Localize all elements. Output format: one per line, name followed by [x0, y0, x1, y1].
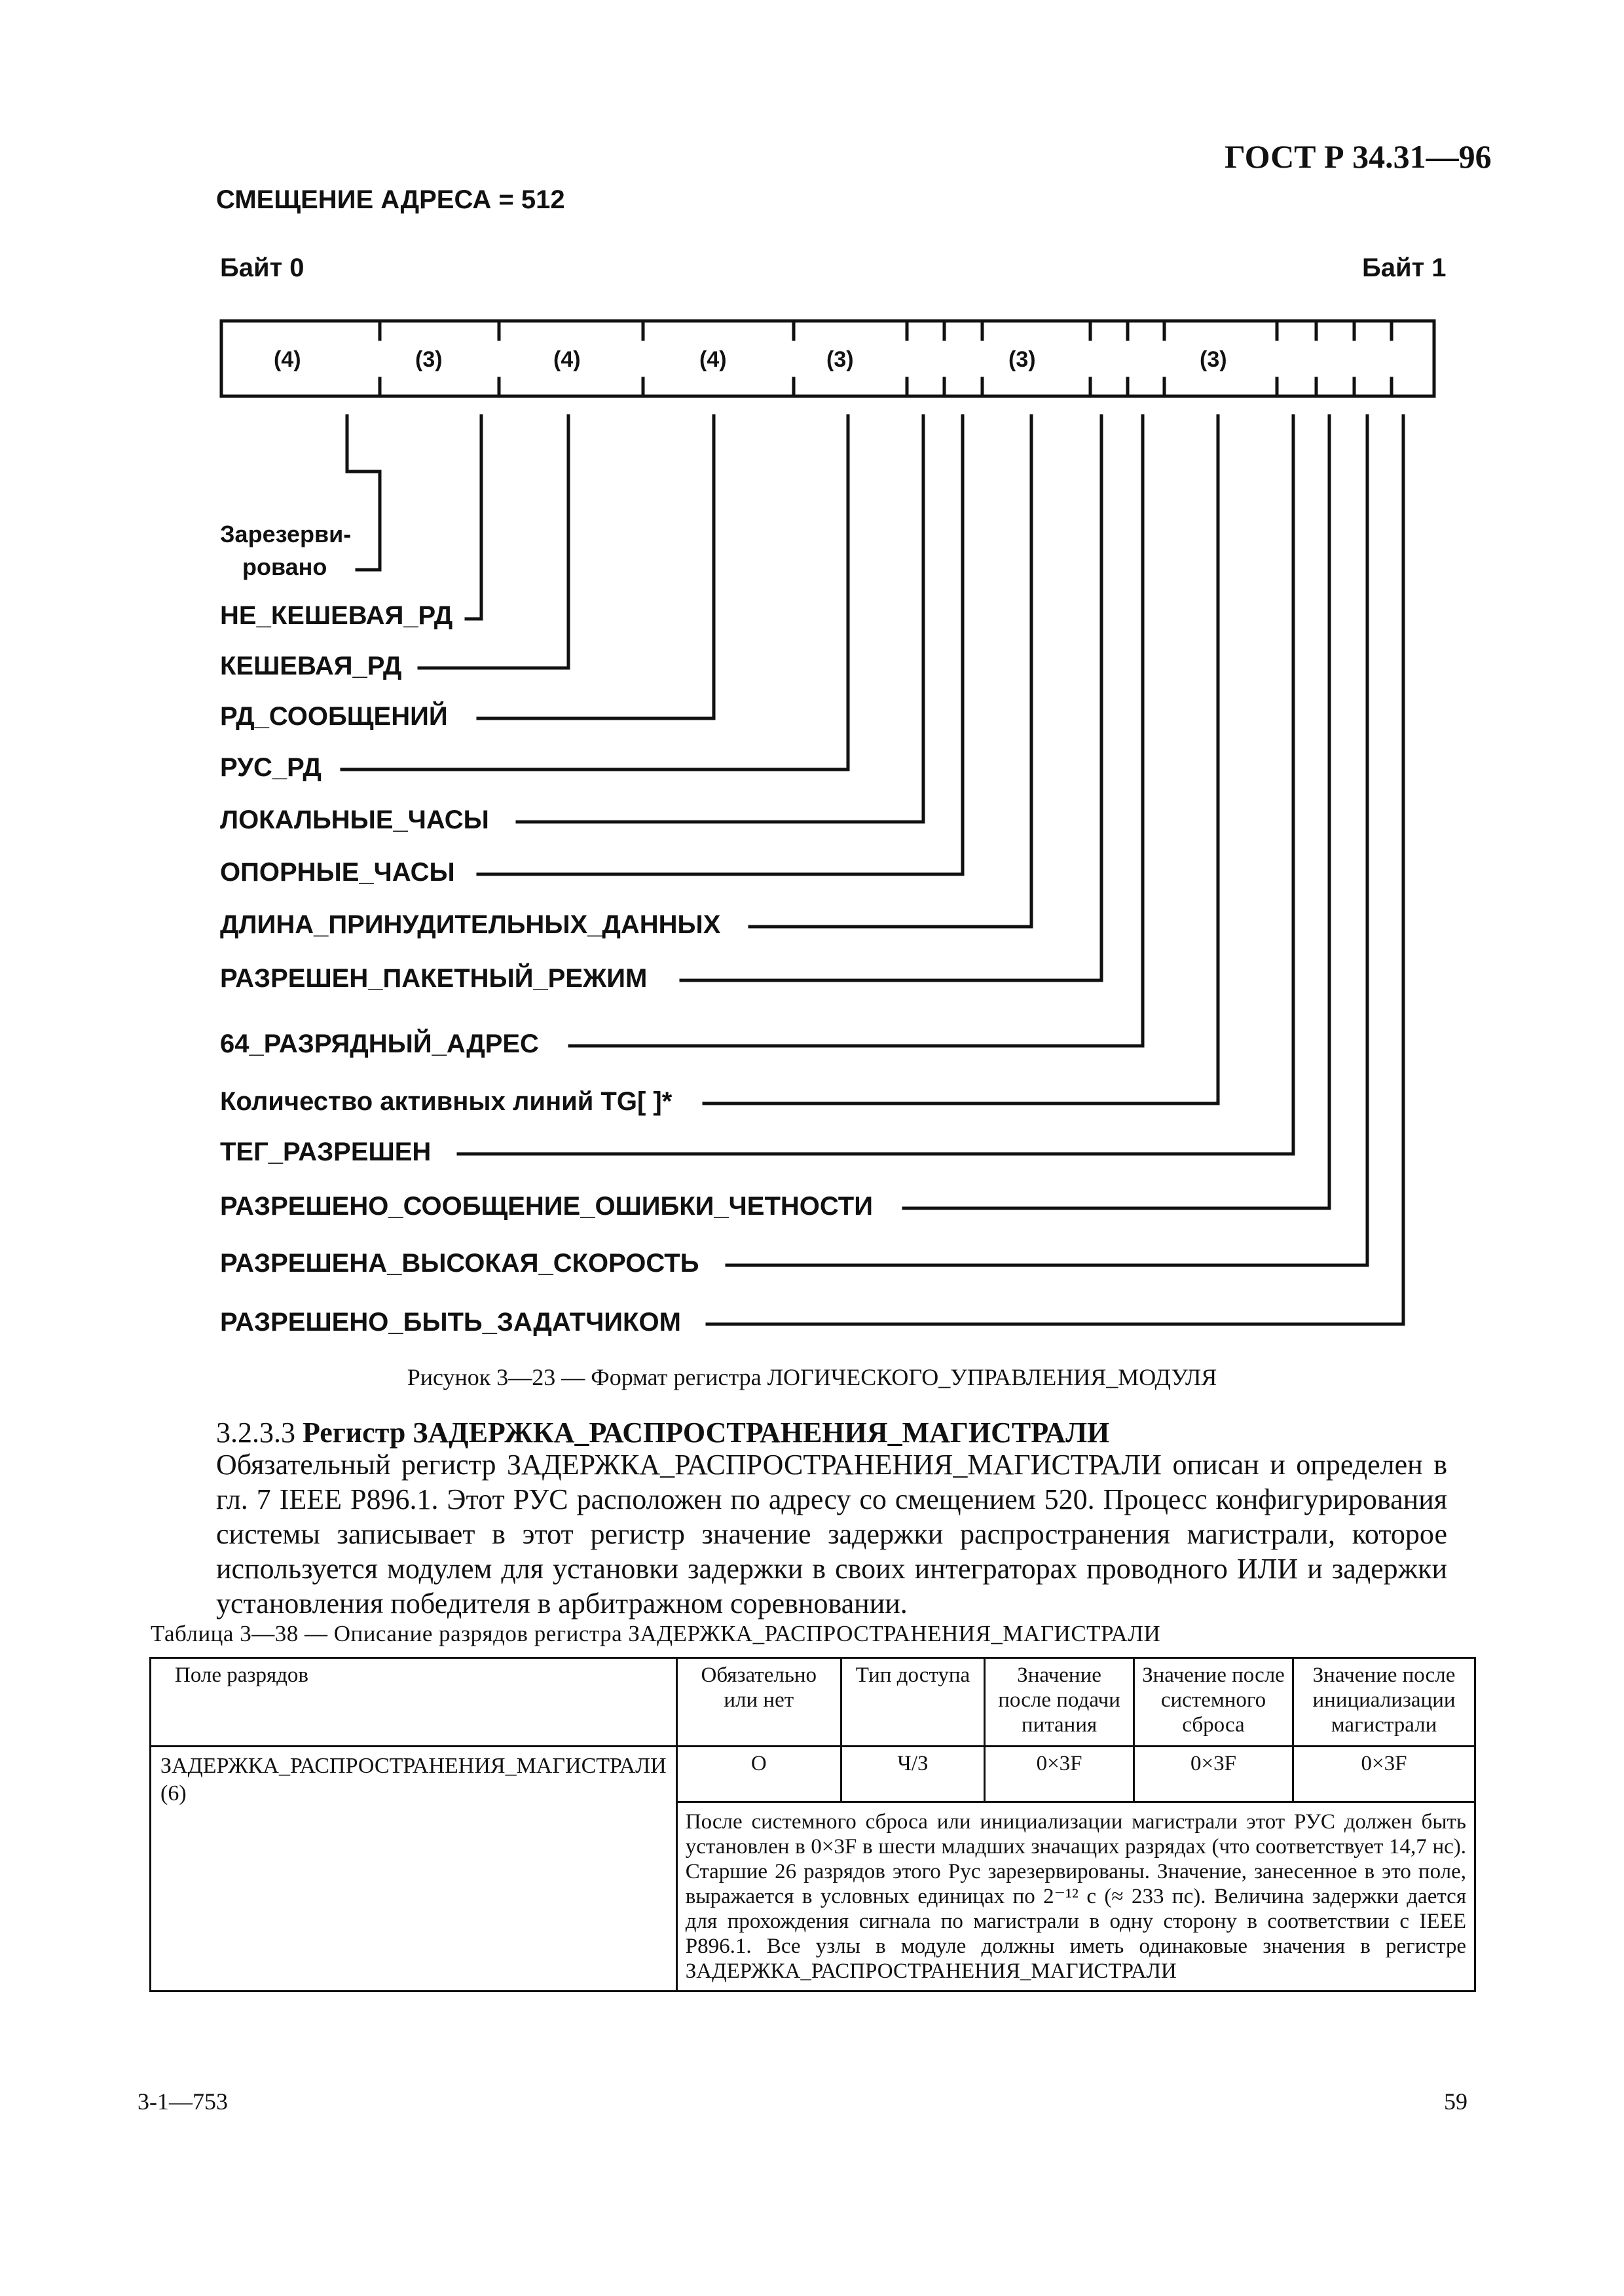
table-header-cell: Обязательно или нет	[676, 1658, 841, 1747]
table-header-cell: Значение после подачи питания	[985, 1658, 1134, 1747]
field-label: ДЛИНА_ПРИНУДИТЕЛЬНЫХ_ДАННЫХ	[220, 910, 721, 939]
field-label: РАЗРЕШЕН_ПАКЕТНЫЙ_РЕЖИМ	[220, 964, 648, 993]
field-label: РД_СООБЩЕНИЙ	[220, 702, 448, 731]
table-header-cell: Поле разрядов	[151, 1658, 677, 1747]
register-cell-7: (3)	[1200, 347, 1227, 372]
mandatory-cell: О	[676, 1747, 841, 1802]
section-heading	[216, 1416, 1109, 1449]
page-number: 59	[1444, 2088, 1467, 2115]
register-bits-table	[149, 1657, 1476, 1992]
bit-dividers	[380, 321, 1392, 396]
field-label: 64_РАЗРЯДНЫЙ_АДРЕС	[220, 1029, 539, 1058]
footer-code: 3-1—753	[138, 2088, 228, 2115]
reserved-label-line-2: ровано	[242, 553, 327, 580]
table-caption: Таблица 3—38 — Описание разрядов регистра ЗАДЕРЖКА_РАСПРОСТРАНЕНИЯ_МАГИСТРАЛИ	[151, 1621, 1161, 1646]
field-label: ЛОКАЛЬНЫЕ_ЧАСЫ	[220, 805, 489, 834]
register-cell-3: (4)	[553, 347, 581, 372]
field-label: ТЕГ_РАЗРЕШЕН	[220, 1138, 432, 1166]
register-cell-4: (4)	[699, 347, 727, 372]
reserved-label-line-1: Зарезерви-	[220, 521, 352, 547]
table-header-row	[151, 1658, 1475, 1747]
figure-address-offset-title: СМЕЩЕНИЕ АДРЕСА = 512	[216, 185, 565, 214]
field-label: ОПОРНЫЕ_ЧАСЫ	[220, 858, 455, 887]
table-header-cell: Значение после системного сброса	[1134, 1658, 1293, 1747]
power-on-value-cell: 0×3F	[985, 1747, 1134, 1802]
system-reset-value-cell: 0×3F	[1134, 1747, 1293, 1802]
table-header-cell: Значение после инициализации магистрали	[1293, 1658, 1475, 1747]
field-name-cell: ЗАДЕРЖКА_РАСПРОСТРАНЕНИЯ_МАГИСТРАЛИ (6)	[151, 1747, 677, 1991]
field-label: РАЗРЕШЕНО_БЫТЬ_ЗАДАТЧИКОМ	[220, 1308, 681, 1337]
table-header-cell: Тип доступа	[841, 1658, 984, 1747]
standard-header: ГОСТ Р 34.31—96	[1225, 138, 1492, 175]
bus-init-value-cell: 0×3F	[1293, 1747, 1475, 1802]
field-label: НЕ_КЕШЕВАЯ_РД	[220, 601, 453, 630]
section-body-text: Обязательный регистр ЗАДЕРЖКА_РАСПРОСТРАНЕНИЯ_МАГИСТРАЛИ описан и определен в гл. 7 IEEE P896.1. Этот РУС расположен по адресу со смещением 520. Процесс конфигурирования системы записывает в этот регистр значение задержки распространения магистрали, которое используется модулем для установки задержки в своих интеграторах проводного ИЛИ и задержки установления победителя в арбитражном соревновании.	[216, 1449, 1447, 1620]
reserved-leader	[347, 416, 380, 570]
field-label: РАЗРЕШЕНА_ВЫСОКАЯ_СКОРОСТЬ	[220, 1249, 699, 1278]
section-title: Регистр ЗАДЕРЖКА_РАСПРОСТРАНЕНИЯ_МАГИСТРАЛИ	[303, 1416, 1110, 1449]
table-note-cell: После системного сброса или инициализации магистрали этот РУС должен быть установлен в 0×3F в шести младших значащих разрядах (что соответствует 14,7 нс). Старшие 26 разрядов этого Рус зарезервированы. Значение, занесенное в это поле, выражается в условных единицах по 2⁻¹² с (≈ 233 пс). Величина задержки дается для прохождения сигнала по магистрали в одну сторону в соответствии с IEEE P896.1. Все узлы в модуле должны иметь одинаковые значения в регистре ЗАДЕРЖКА_РАСПРОСТРАНЕНИЯ_МАГИСТРАЛИ	[676, 1802, 1475, 1991]
access-cell: Ч/З	[841, 1747, 984, 1802]
figure-caption: Рисунок 3—23 — Формат регистра ЛОГИЧЕСКОГО_УПРАВЛЕНИЯ_МОДУЛЯ	[407, 1364, 1217, 1390]
field-label: КЕШЕВАЯ_РД	[220, 652, 402, 680]
field-label: РУС_РД	[220, 753, 322, 782]
field-label: Количество активных линий TG[ ]*	[220, 1087, 673, 1116]
register-cell-2: (3)	[415, 347, 443, 372]
field-leaders	[342, 416, 1403, 1324]
byte-0-label: Байт 0	[220, 253, 304, 282]
section-number: 3.2.3.3	[216, 1416, 295, 1449]
register-cell-6: (3)	[1008, 347, 1036, 372]
register-cell-5: (3)	[826, 347, 854, 372]
table-row	[151, 1747, 1475, 1802]
byte-1-label: Байт 1	[1362, 253, 1447, 282]
field-label: РАЗРЕШЕНО_СООБЩЕНИЕ_ОШИБКИ_ЧЕТНОСТИ	[220, 1192, 873, 1221]
register-cell-1: (4)	[274, 347, 301, 372]
